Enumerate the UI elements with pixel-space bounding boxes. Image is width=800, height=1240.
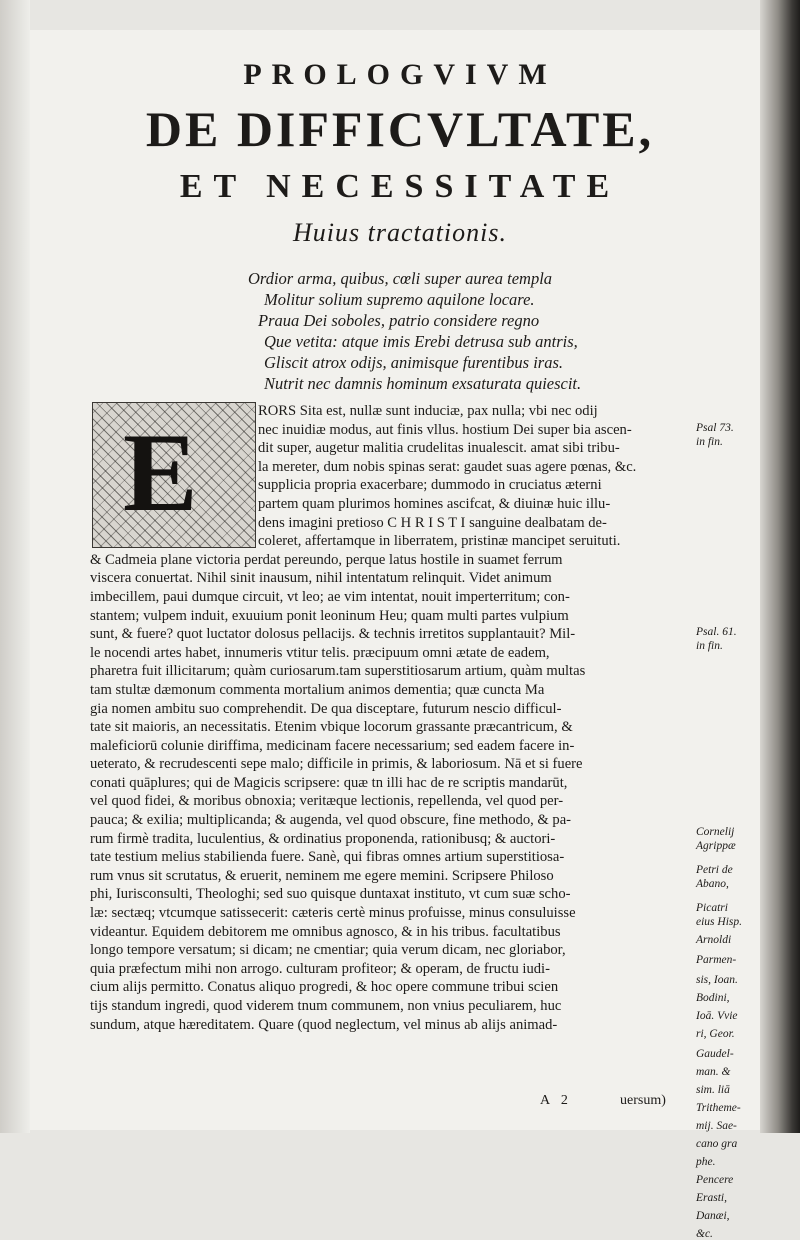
body-line: tate testium melius stabilienda fuere. Sanè, qui fibras omnes artium superstitiosa-	[90, 849, 565, 866]
body-line: læ: sectæq; vtcumque satissecerit: cæteris certè minus profuisse, minus consuluisse	[90, 905, 576, 922]
body-line: gia nomen ambitu suo comprehendit. De qua disceptare, futurum nescio difficul-	[90, 700, 562, 717]
verse-line: Molitur solium supremo aquilone locare.	[264, 290, 535, 309]
margin-note: sim. liā	[696, 1084, 730, 1096]
body-line: maleficiorū colunie diriffima, medicinam facere necessarium; sed eadem facere in-	[90, 737, 575, 754]
body-line: la mereter, dum nobis spinas serat: gaudet suas agere pœnas, &c.	[258, 458, 637, 475]
heading-prologue: PROLOGVIVM	[243, 58, 557, 91]
body-line: tam stultæ dæmonum commenta mortalium animos dementia; quæ cuncta Ma	[90, 681, 545, 698]
body-line: stantem; vulpem induit, exuuium ponit leoninum Heu; quam multi partes vulpium	[90, 607, 569, 624]
verse-line: Gliscit atrox odijs, animisque furentibus iras.	[264, 353, 563, 372]
body-line: videantur. Equidem debitorem me omnibus agnosco, & in his tribus. facultatibus	[90, 923, 561, 940]
margin-note: Psal 73.	[696, 422, 734, 434]
margin-note: Tritheme-	[696, 1102, 741, 1114]
body-line: vel quod fidei, & moribus obnoxia; veritæque lectionis, repellenda, vel quod per-	[90, 793, 564, 810]
margin-note: Gaudel-	[696, 1048, 734, 1060]
body-line: sundum, atque hæreditatem. Quare (quod neglectum, vel minus ab alijs animad-	[90, 1016, 558, 1033]
margin-note: Bodini,	[696, 992, 730, 1004]
body-line: phi, Iurisconsulti, Theologhi; sed suo quisque duntaxat instituto, vt cum suæ scho-	[90, 886, 571, 903]
margin-note: Picatri	[696, 902, 728, 914]
margin-note: ri, Geor.	[696, 1028, 735, 1040]
body-line: cium alijs permitto. Conatus aliquo progredi, & hoc opere commune tribui scien	[90, 979, 559, 996]
margin-note: Parmen-	[696, 954, 737, 966]
heading-title: DE DIFFICVLTATE,	[145, 101, 655, 157]
margin-note: Psal. 61.	[696, 626, 737, 638]
body-line: coleret, affertamque in liberratem, pristinæ mancipet seruituti.	[258, 533, 621, 550]
body-line: rum vnus sit scrutatus, & eruerit, neminem me egere memini. Scripsere Philoso	[90, 867, 554, 884]
margin-note: &c.	[696, 1228, 713, 1240]
body-text	[90, 402, 690, 1034]
body-line: nec inuidiæ modus, aut finis vllus. hostium Dei super bia ascen-	[258, 421, 632, 438]
body-line: sunt, & fuere? quot luctator dolosus pellacijs. & technis irretitos supplantauit? Mil-	[90, 626, 576, 643]
verse-line: Praua Dei soboles, patrio considere regno	[258, 311, 540, 330]
body-line: rum firmè tradita, luculentius, & ordinatius proponenda, rationibusq; & auctori-	[90, 830, 556, 847]
margin-note: phe.	[696, 1156, 716, 1168]
body-line: quia præfectum mihi non arrogo. culturam profiteor; & operam, de fructu iudi-	[90, 960, 550, 977]
body-line: supplicia propria exacerbare; dummodo in cruciatus æterni	[258, 477, 602, 494]
body-line: dens imagini pretioso C H R I S T I sanguine dealbatam de-	[258, 514, 607, 531]
body-line: viscera conuertat. Nihil sinit inausum, nihil intentatum relinquit. Videt animum	[90, 570, 552, 587]
heading-intro: Huius tractationis.	[292, 218, 507, 247]
margin-note: Agrippæ	[696, 840, 736, 852]
margin-note: Cornelij	[696, 826, 735, 838]
margin-note: in fin.	[696, 436, 723, 448]
body-line: imbecillem, paui dumque circuit, vt leo; ae vim intentat, nouit imperterritum; con-	[90, 588, 570, 605]
margin-note: sis, Ioan.	[696, 974, 738, 986]
verse-line: Que vetita: atque imis Erebi detrusa sub antris,	[264, 332, 578, 351]
body-line: conati quāplures; qui de Magicis scripsere: quæ tn illi hac de re scriptis mandarūt,	[90, 774, 568, 791]
margin-note: eius Hisp.	[696, 916, 742, 928]
heading-subtitle: ET NECESSITATE	[179, 168, 621, 205]
body-line: & Cadmeia plane victoria perdat pereundo, perque latus hostile in suamet ferrum	[90, 551, 563, 568]
margin-note: Pencere	[696, 1174, 734, 1186]
body-line: RORS Sita est, nullæ sunt induciæ, pax nulla; vbi nec odij	[258, 403, 598, 419]
body-line: longo tempore versatum; si dicam; ne cmentiar; quia verum dicam, nec gloriabor,	[90, 942, 566, 959]
margin-note: Arnoldi	[696, 934, 732, 946]
margin-note: Abano,	[696, 878, 729, 890]
body-line: tijs standum ingredi, quod viderem tnum communem, non vnius peculiarem, huc	[90, 998, 562, 1014]
body-line: partem quam plurimos homines ascifcat, & diuinæ huic illu-	[258, 495, 611, 512]
margin-note: Erasti,	[696, 1192, 727, 1204]
signature-mark: A 2	[540, 1093, 572, 1108]
margin-note: Danæi,	[696, 1210, 730, 1222]
body-line: tate sit maioris, an necessitatis. Etenim vbique locorum grassante præcantricum, &	[90, 719, 573, 736]
body-line: pharetra fuit illicitarum; quàm curiosarum.tam superstitiosarum artium, quàm multas	[90, 663, 586, 680]
margin-note: in fin.	[696, 640, 723, 652]
body-line: dit super, augetur malitia crudelitas inualescit. amat sibi tribu-	[258, 440, 620, 457]
margin-note: man. &	[696, 1066, 731, 1078]
initial-letter: E	[123, 411, 198, 535]
body-line: pauca; & exilia; multiplicanda; & augenda, vel quod obscure, fine methodo, & pa-	[90, 812, 572, 829]
margin-note: mij. Sae-	[696, 1120, 737, 1132]
verse-block	[248, 268, 678, 394]
margin-note: cano gra	[696, 1138, 738, 1150]
catchword: uersum)	[620, 1093, 666, 1108]
verse-line: Nutrit nec damnis hominum exsaturata quiescit.	[264, 374, 582, 393]
verse-line: Ordior arma, quibus, cœli super aurea templa	[248, 269, 553, 288]
body-line: ueterato, & recrudescenti sepe malo; difficile in primis, & laboriosum. Nā et si fuere	[90, 756, 583, 773]
body-line: le nocendi artes habet, innumeris vtitur telis. præcipuum omni ætate de eadem,	[90, 644, 550, 661]
margin-note: Ioā. Vvie	[696, 1010, 738, 1022]
margin-note: Petri de	[696, 864, 733, 876]
